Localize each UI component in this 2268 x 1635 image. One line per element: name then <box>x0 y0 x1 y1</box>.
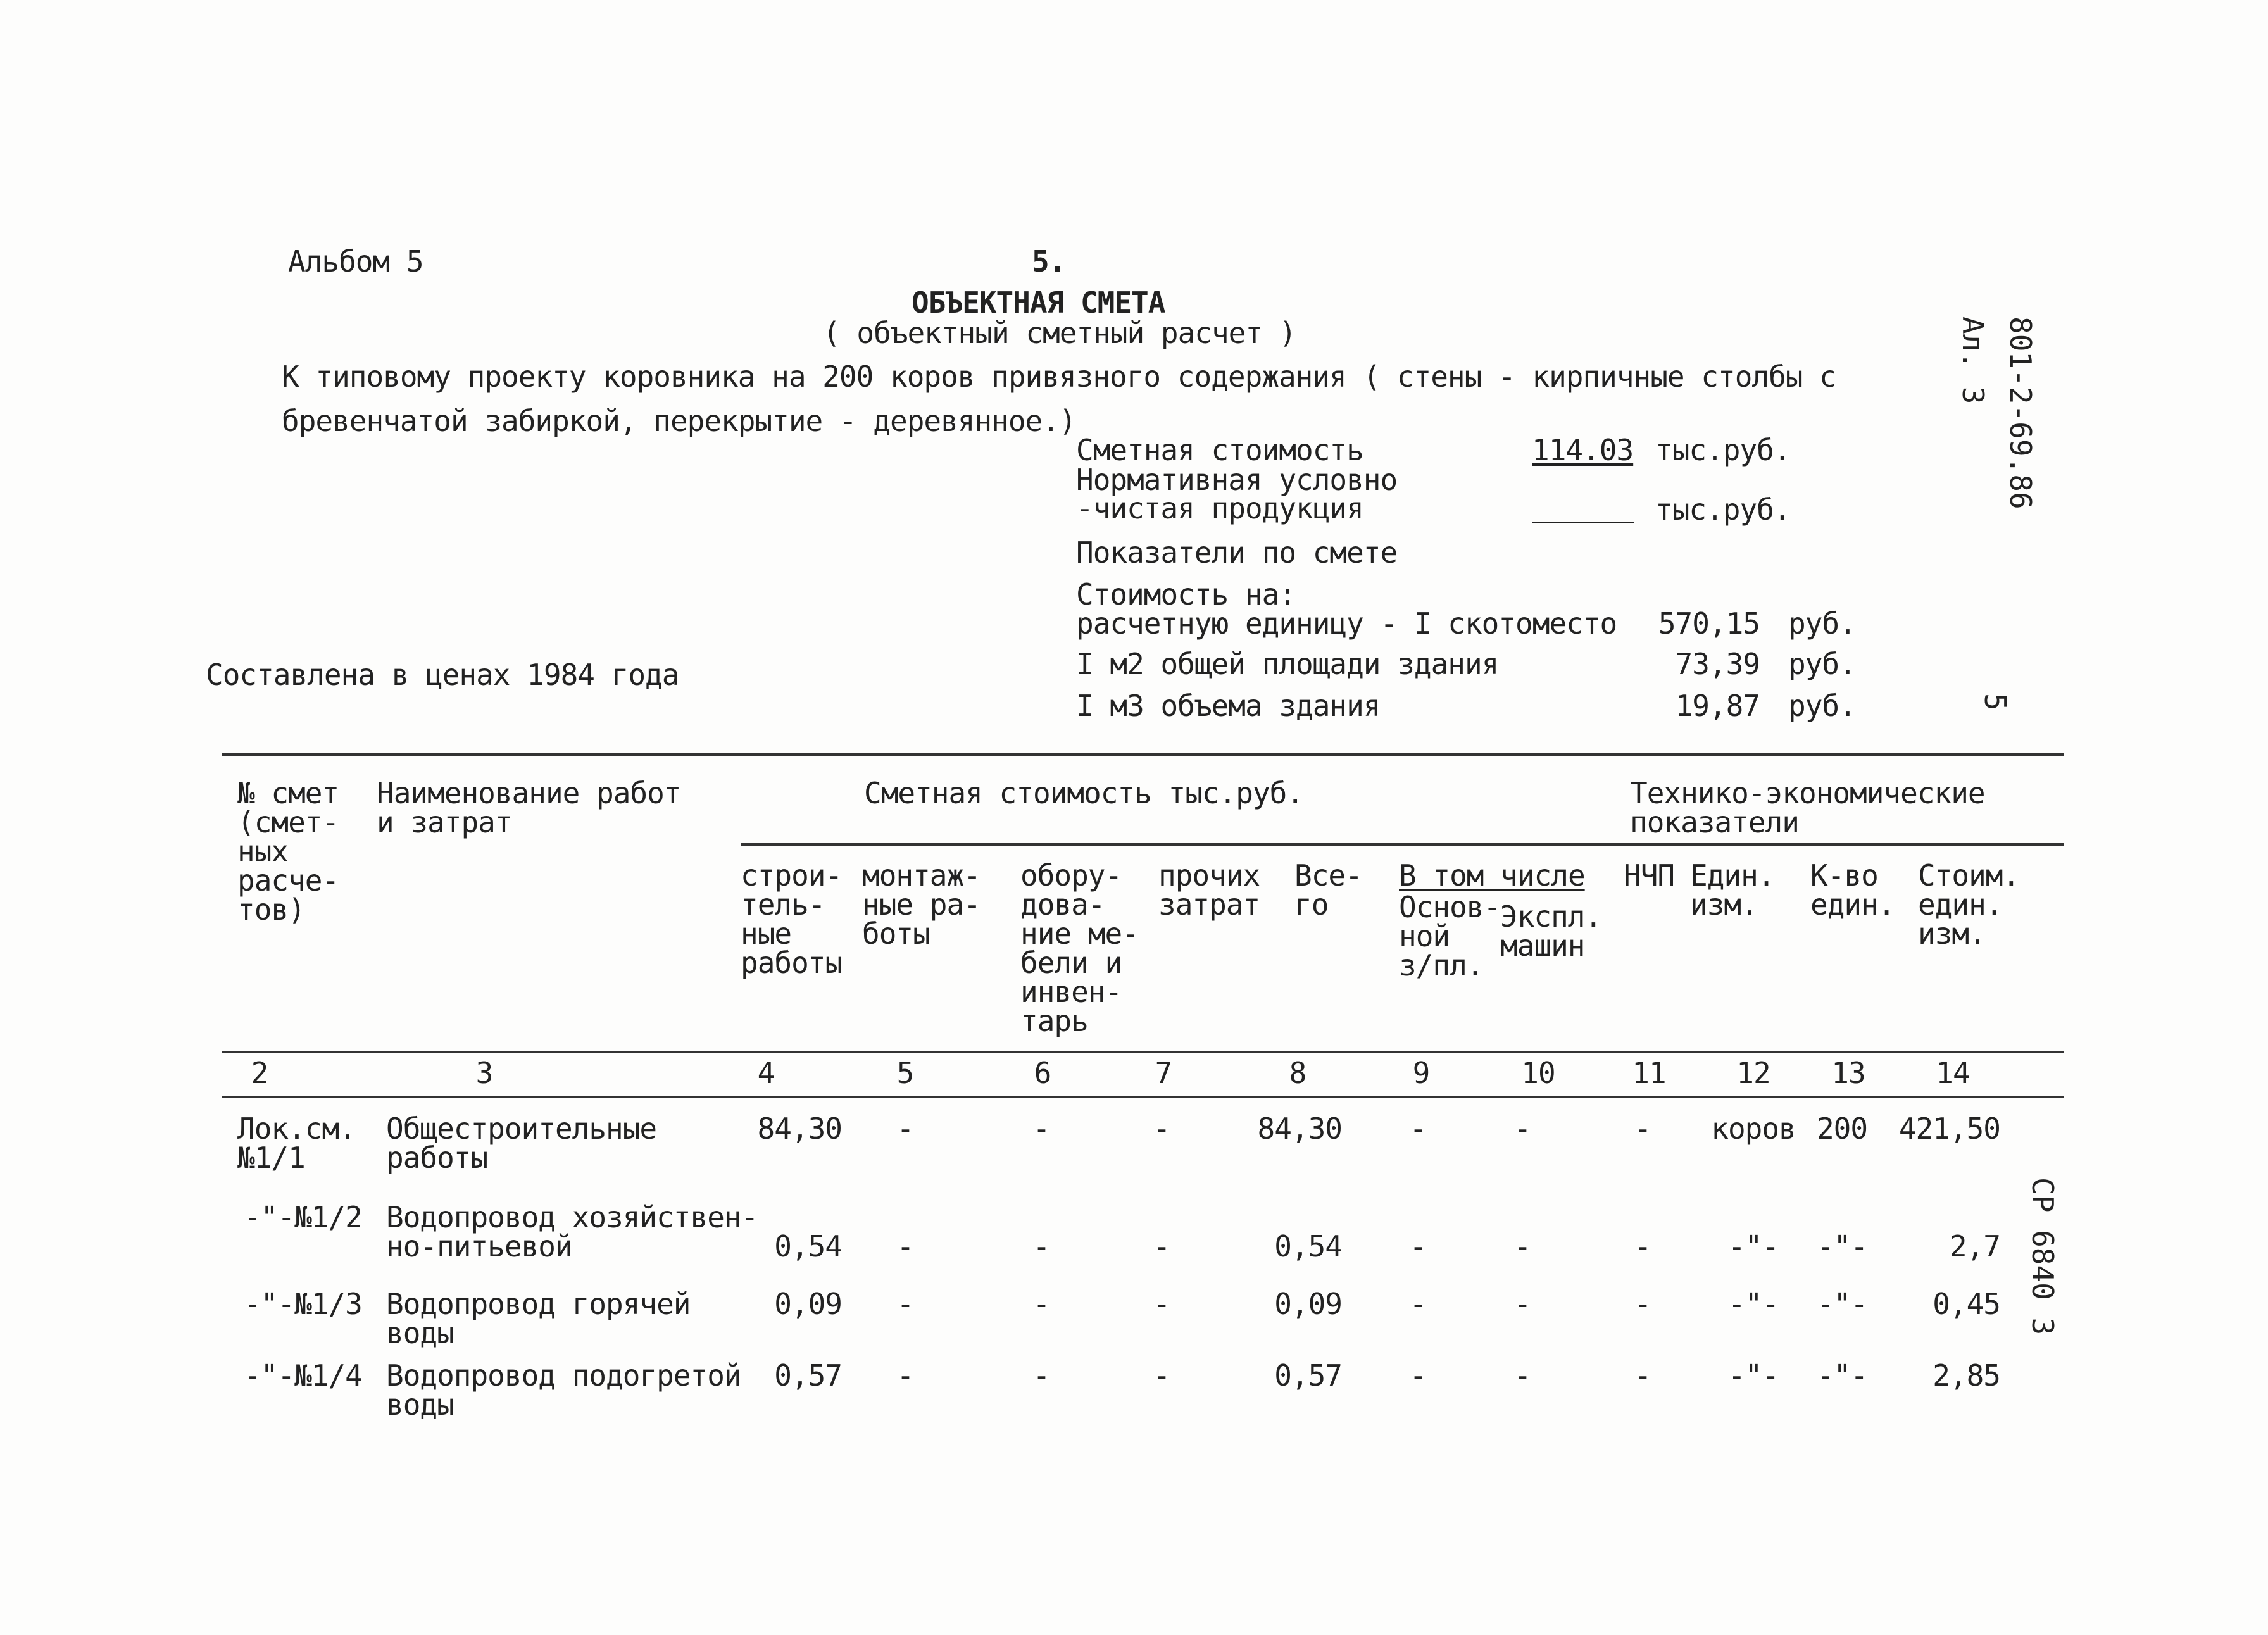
cell-mount: - <box>896 1287 914 1321</box>
col-number: 13 <box>1831 1056 1865 1090</box>
cell-total: 0,57 <box>1274 1358 1342 1393</box>
table-row-ref: -"-№1/2 <box>244 1200 362 1234</box>
table-row-name: Водопровод хозяйствен- но-питьевой <box>386 1200 758 1263</box>
cell-qty: -"- <box>1816 1358 1868 1393</box>
cell-nchp: - <box>1634 1287 1651 1321</box>
cell-mount: - <box>896 1358 914 1393</box>
cell-unit: коров <box>1711 1112 1796 1146</box>
sub-machines-header: Экспл. машин <box>1500 899 1602 963</box>
table-row-name: Водопровод горячей воды <box>386 1287 691 1350</box>
sub-mount-header: монтаж- ные ра- боты <box>862 858 981 951</box>
col-number: 2 <box>251 1056 268 1090</box>
col-smet-header: № смет (смет- ных расче- тов) <box>237 776 339 927</box>
sub-other-header: прочих затрат <box>1158 858 1260 922</box>
cell-other: - <box>1153 1287 1170 1321</box>
page-number: 5. <box>1032 244 1066 279</box>
table-row-name: Общестроительные работы <box>386 1112 657 1175</box>
cell-mount: - <box>896 1229 914 1263</box>
document-subtitle: ( объектный сметный расчет ) <box>823 316 1296 350</box>
album-label: Альбом 5 <box>288 244 423 279</box>
sub-incl-header: В том числе <box>1399 858 1585 893</box>
prices-note: Составлена в ценах 1984 года <box>206 658 679 692</box>
project-code: 801-2-69.86 <box>2003 316 2038 510</box>
table-row-name: Водопровод подогретой воды <box>386 1358 741 1422</box>
description-line-2: бревенчатой забиркой, перекрытие - деревянное.) <box>282 404 1076 438</box>
cell-nchp: - <box>1634 1112 1651 1146</box>
per-unit-label: расчетную единицу - I скотоместо <box>1076 606 1617 641</box>
per-unit-rub: руб. <box>1788 606 1856 641</box>
cell-other: - <box>1153 1112 1170 1146</box>
estimated-cost-value: 114.03 <box>1532 433 1634 467</box>
sub-qty-header: К-во един. <box>1810 858 1895 922</box>
col-number: 9 <box>1412 1056 1430 1090</box>
cell-nchp: - <box>1634 1358 1651 1393</box>
cell-cost: 0,45 <box>1933 1287 2000 1321</box>
per-m3-label: I м3 объема здания <box>1076 689 1381 723</box>
normative-value-blank: ______ <box>1532 489 1634 523</box>
cell-qty: -"- <box>1816 1229 1868 1263</box>
per-m2-label: I м2 общей площади здания <box>1076 647 1499 681</box>
estimated-cost-unit: тыс.руб. <box>1655 433 1791 467</box>
per-m2-value: 73,39 <box>1675 647 1760 681</box>
sub-total-header: Все- го <box>1294 858 1362 922</box>
cell-qty: -"- <box>1816 1287 1868 1321</box>
cell-cost: 2,85 <box>1933 1358 2000 1393</box>
table-header-bottom-rule <box>222 1051 2064 1053</box>
group-cost-header: Сметная стоимость тыс.руб. <box>864 776 1304 810</box>
sub-cost-header: Стоим. един. изм. <box>1918 858 2020 951</box>
cell-total: 0,54 <box>1274 1229 1342 1263</box>
cell-build: 84,30 <box>757 1112 842 1146</box>
per-unit-value: 570,15 <box>1658 606 1760 641</box>
cell-main: - <box>1409 1229 1427 1263</box>
cell-other: - <box>1153 1358 1170 1393</box>
table-row-ref: -"-№1/3 <box>244 1287 362 1321</box>
estimated-cost-label: Сметная стоимость <box>1076 433 1363 467</box>
normative-label-1: Нормативная условно <box>1076 463 1398 497</box>
table-column-numbers-rule <box>222 1096 2064 1098</box>
cell-unit: -"- <box>1727 1287 1779 1321</box>
cell-main: - <box>1409 1112 1427 1146</box>
table-row-ref: -"-№1/4 <box>244 1358 362 1393</box>
cell-build: 0,57 <box>774 1358 842 1393</box>
sub-equip-header: обору- дова- ние ме- бели и инвен- тарь <box>1020 858 1139 1038</box>
cell-unit: -"- <box>1727 1358 1779 1393</box>
album-code: Ал. 3 <box>1956 316 1990 404</box>
indicators-label: Показатели по смете <box>1076 536 1398 570</box>
cell-build: 0,09 <box>774 1287 842 1321</box>
cell-qty: 200 <box>1816 1112 1868 1146</box>
cell-equip: - <box>1032 1358 1050 1393</box>
sub-unit-header: Един. изм. <box>1690 858 1775 922</box>
cell-machines: - <box>1513 1229 1531 1263</box>
sub-nchp-header: НЧП <box>1624 858 1675 893</box>
per-m3-value: 19,87 <box>1675 689 1760 723</box>
col-number: 10 <box>1521 1056 1555 1090</box>
cell-machines: - <box>1513 1287 1531 1321</box>
sub-build-header: строи- тель- ные работы <box>741 858 843 980</box>
col-number: 12 <box>1736 1056 1770 1090</box>
cell-build: 0,54 <box>774 1229 842 1263</box>
cell-equip: - <box>1032 1112 1050 1146</box>
col-number: 8 <box>1289 1056 1306 1090</box>
cell-machines: - <box>1513 1112 1531 1146</box>
col-number: 11 <box>1632 1056 1666 1090</box>
col-number: 4 <box>757 1056 775 1090</box>
col-name-header: Наименование работ и затрат <box>377 776 681 839</box>
cell-equip: - <box>1032 1229 1050 1263</box>
cell-cost: 421,50 <box>1898 1112 2000 1146</box>
page-mark: 5 <box>1978 693 2012 711</box>
cell-main: - <box>1409 1287 1427 1321</box>
description-line-1: К типовому проекту коровника на 200 коров привязного содержания ( стены - кирпичные столбы с <box>282 360 1836 394</box>
normative-unit: тыс.руб. <box>1655 492 1791 527</box>
cell-main: - <box>1409 1358 1427 1393</box>
col-number: 7 <box>1155 1056 1172 1090</box>
col-number: 3 <box>475 1056 493 1090</box>
cost-per-label: Стоимость на: <box>1076 577 1296 611</box>
per-m3-rub: руб. <box>1788 689 1856 723</box>
table-group-rule <box>741 843 2064 846</box>
col-number: 14 <box>1936 1056 1970 1090</box>
normative-label-2: -чистая продукция <box>1076 491 1363 525</box>
sub-main-header: Основ- ной з/пл. <box>1399 890 1501 982</box>
table-top-rule <box>222 753 2064 756</box>
cell-mount: - <box>896 1112 914 1146</box>
cell-machines: - <box>1513 1358 1531 1393</box>
document-title: ОБЪЕКТНАЯ СМЕТА <box>912 285 1165 320</box>
col-number: 6 <box>1034 1056 1051 1090</box>
col-number: 5 <box>896 1056 914 1090</box>
cell-unit: -"- <box>1727 1229 1779 1263</box>
cell-equip: - <box>1032 1287 1050 1321</box>
group-tech-header: Технико-экономические показатели <box>1630 776 1985 839</box>
cell-other: - <box>1153 1229 1170 1263</box>
cell-cost: 2,7 <box>1949 1229 2000 1263</box>
cell-nchp: - <box>1634 1229 1651 1263</box>
order-code: СР 6840 3 <box>2026 1177 2060 1336</box>
per-m2-rub: руб. <box>1788 647 1856 681</box>
table-row-ref: Лок.см. №1/1 <box>237 1112 356 1175</box>
cell-total: 84,30 <box>1257 1112 1342 1146</box>
cell-total: 0,09 <box>1274 1287 1342 1321</box>
